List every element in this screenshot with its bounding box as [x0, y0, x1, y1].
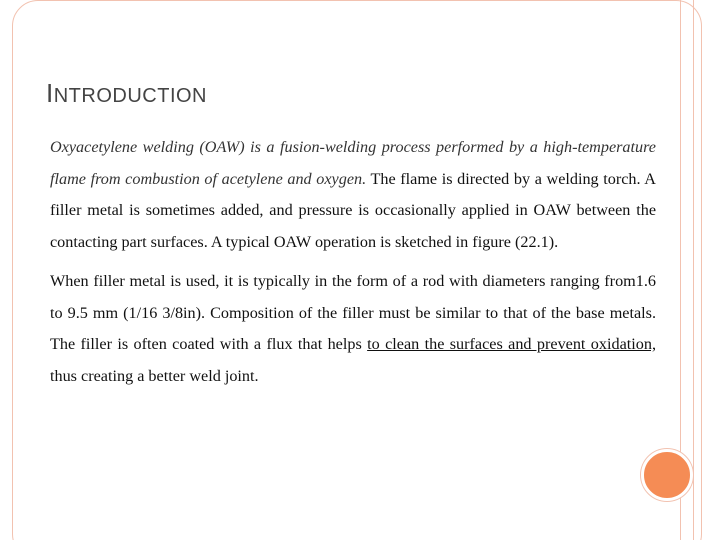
title-first-letter: I: [46, 78, 54, 108]
title-rest: NTRODUCTION: [53, 85, 207, 107]
paragraph-2: [50, 266, 656, 392]
paragraph-1: [50, 132, 656, 258]
paragraph-2-end: thus creating a better weld joint.: [50, 366, 259, 385]
slide-body: [50, 132, 656, 392]
frame-strip-line: [693, 0, 694, 540]
slide-title: [46, 78, 207, 109]
paragraph-2-start: When filler metal is used, it is typically in the form of a rod with diameters ranging from1.6 to 9.5 mm (1/16 3/8in). Composition of the filler must be similar to that of the base metals. The filler is often coated with a flux that helps: [50, 272, 656, 353]
paragraph-1-italic: Oxyacetylene welding (OAW) is a fusion-welding process performed by a high-temperature flame from combustion of acetylene and oxygen.: [50, 138, 656, 188]
paragraph-1-normal: The flame is directed by a welding torch. A filler metal is sometimes added, and pressure is occasionally applied in OAW between the contacting part surfaces. A typical OAW operation is sketched in figure (22.1).: [50, 169, 656, 251]
paragraph-2-underlined: to clean the surfaces and prevent oxidation,: [367, 335, 656, 353]
accent-circle: [641, 449, 693, 501]
